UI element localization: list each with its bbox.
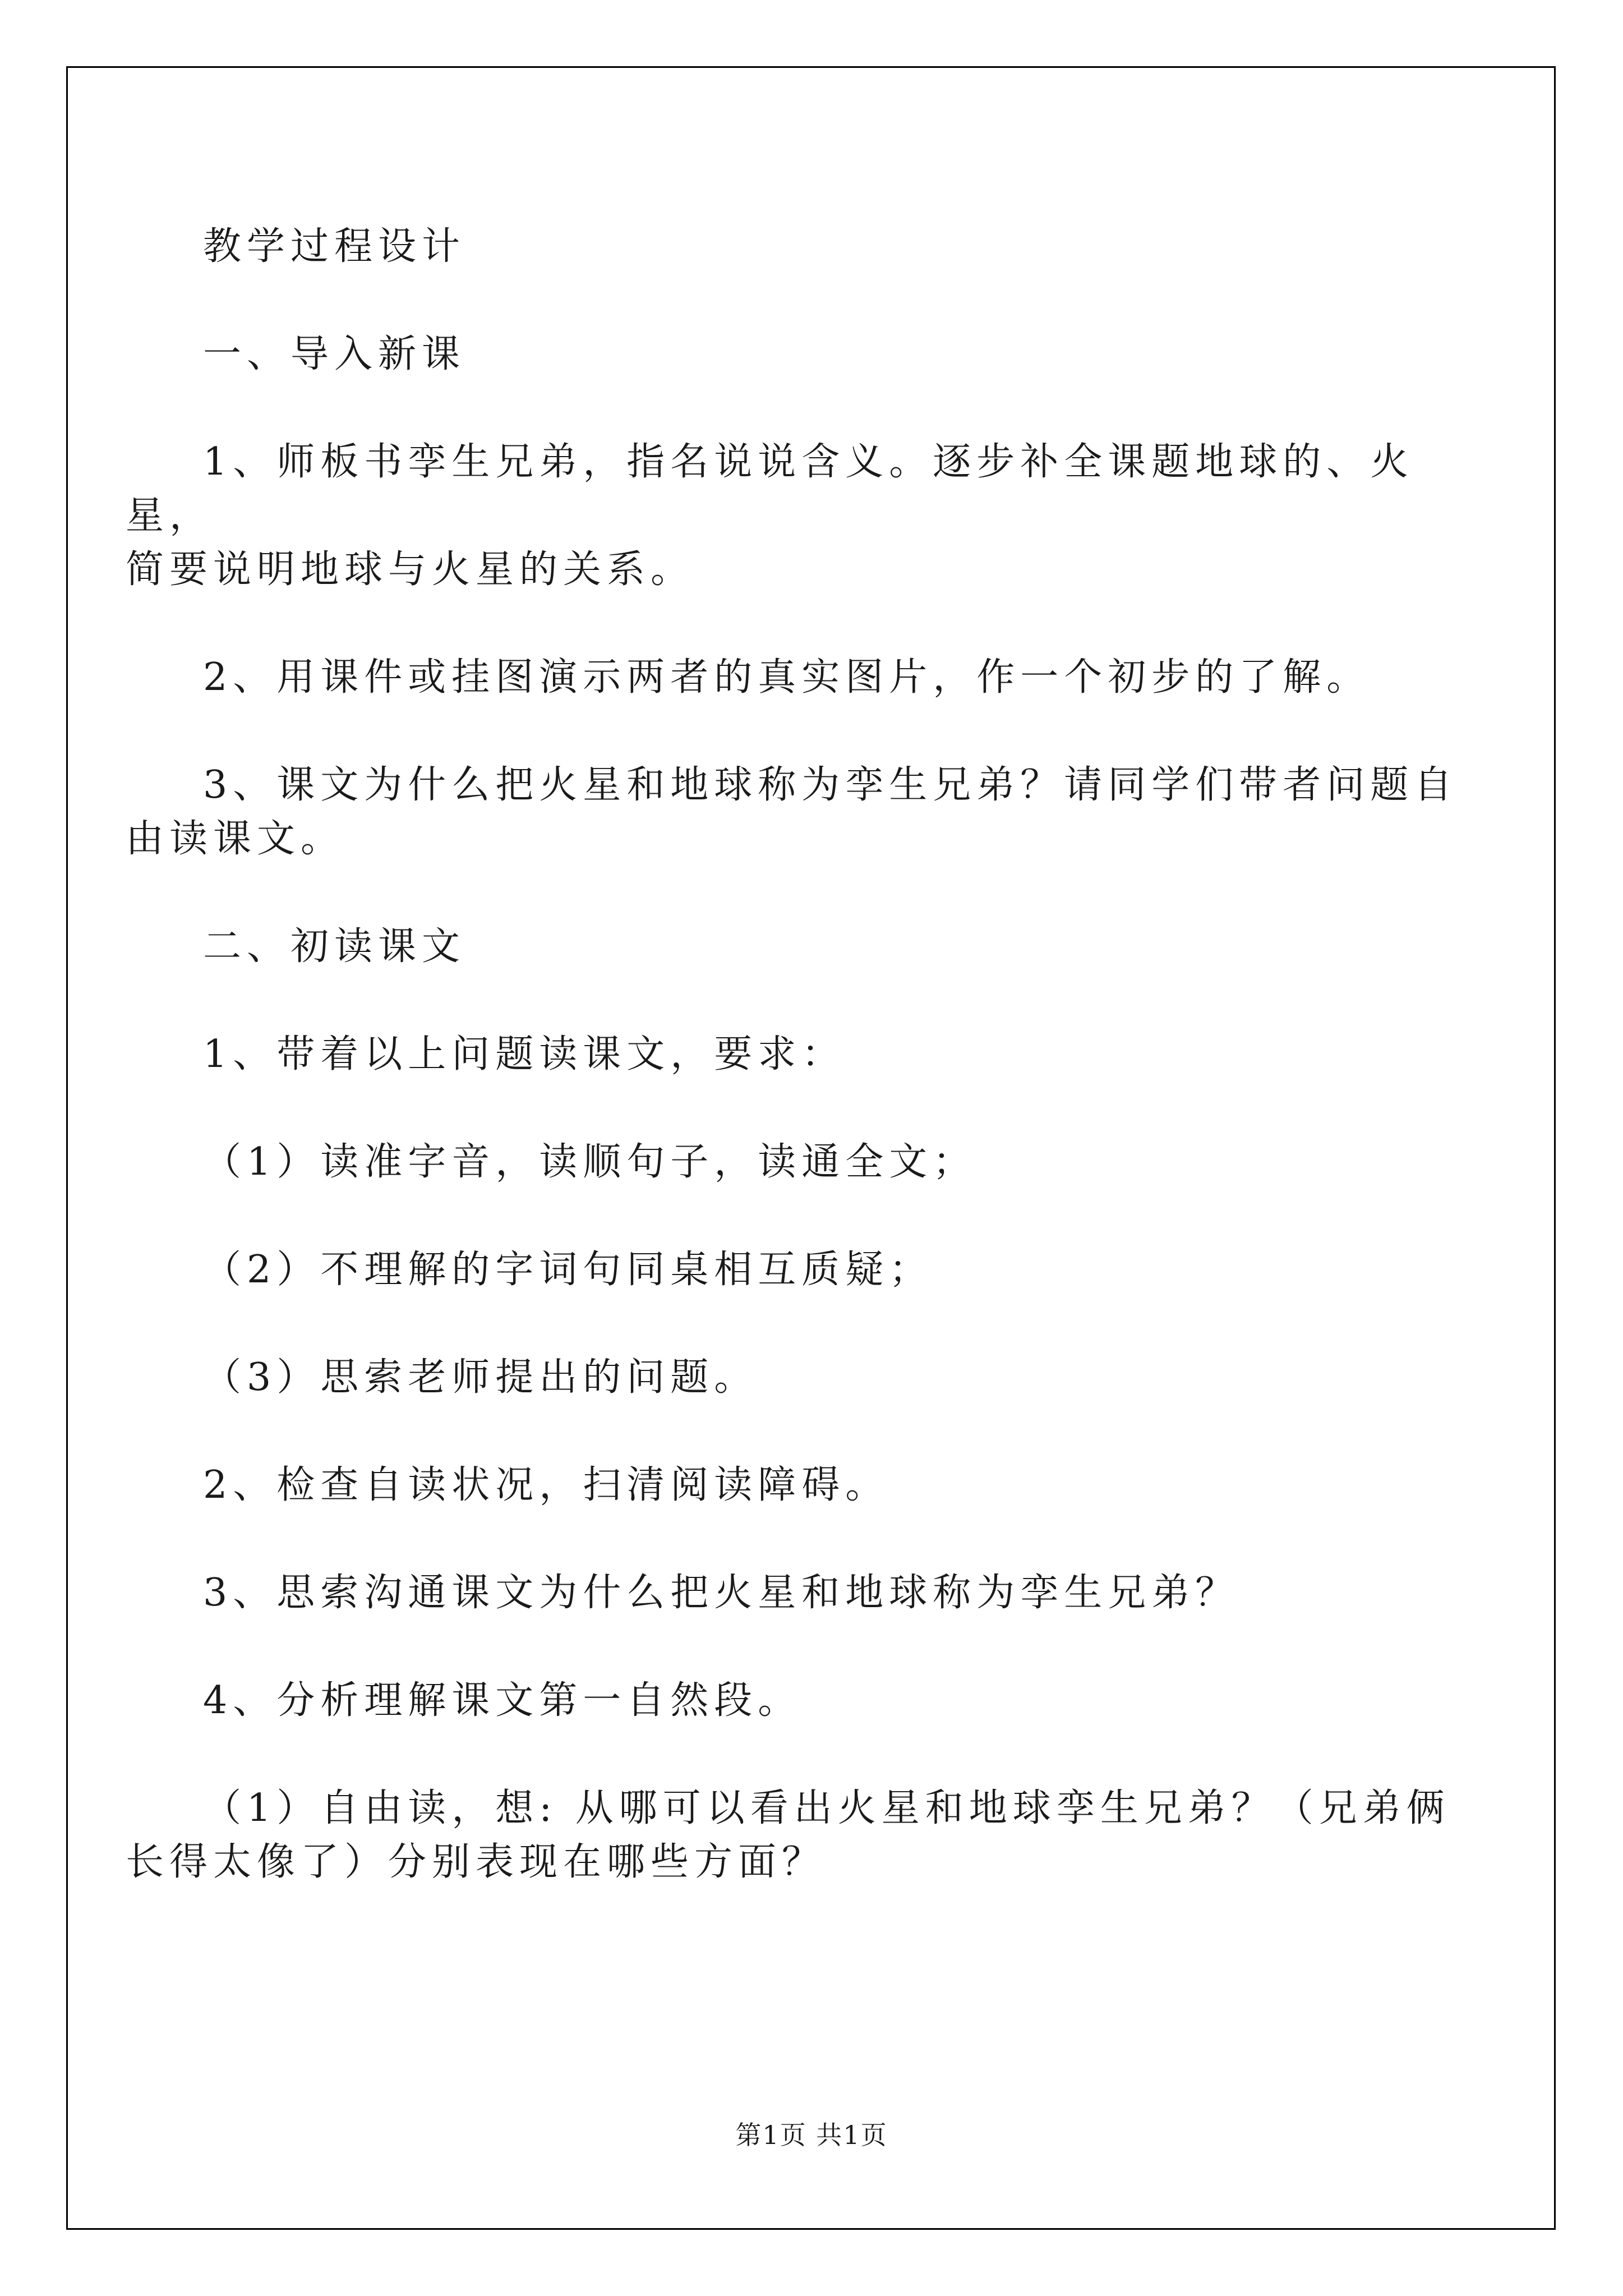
paragraph-requirement-1: （1）读准字音，读顺句子，读通全文； — [203, 1140, 977, 1184]
paragraph-line: 由读课文。 — [126, 817, 345, 861]
paragraph-line: 简要说明地球与火星的关系。 — [126, 547, 695, 592]
document-body — [126, 220, 1458, 1943]
paragraph-intro-3 — [126, 758, 1472, 866]
paragraph-line: 3、课文为什么把火星和地球称为孪生兄弟？请同学们带者问题自 — [203, 763, 1458, 807]
page-number-footer: 第1页 共1页 — [735, 2120, 888, 2150]
paragraph-reading-1: 1、带着以上问题读课文，要求： — [203, 1032, 846, 1076]
paragraph-line: 长得太像了）分别表现在哪些方面？ — [126, 1840, 826, 1884]
paragraph-intro-2: 2、用课件或挂图演示两者的真实图片，作一个初步的了解。 — [203, 655, 1371, 700]
paragraph-reading-4: 4、分析理解课文第一自然段。 — [203, 1678, 802, 1723]
paragraph-line: 1、师板书孪生兄弟，指名说说含义。逐步补全课题地球的、火星， — [126, 440, 1414, 538]
paragraph-analysis-1 — [126, 1782, 1472, 1889]
paragraph-intro-1 — [126, 435, 1472, 597]
heading-teaching-process: 教学过程设计 — [203, 224, 466, 269]
section-heading-first-reading: 二、初读课文 — [203, 924, 466, 969]
paragraph-requirement-2: （2）不理解的字词句同桌相互质疑； — [203, 1248, 933, 1292]
paragraph-line: （1）自由读，想: 从哪可以看出火星和地球孪生兄弟？（兄弟俩 — [203, 1786, 1450, 1830]
section-heading-intro: 一、导入新课 — [203, 332, 466, 376]
paragraph-reading-2: 2、检查自读状况，扫清阅读障碍。 — [203, 1463, 889, 1507]
paragraph-requirement-3: （3）思索老师提出的问题。 — [203, 1355, 758, 1400]
paragraph-reading-3: 3、思索沟通课文为什么把火星和地球称为孪生兄弟？ — [203, 1571, 1239, 1615]
